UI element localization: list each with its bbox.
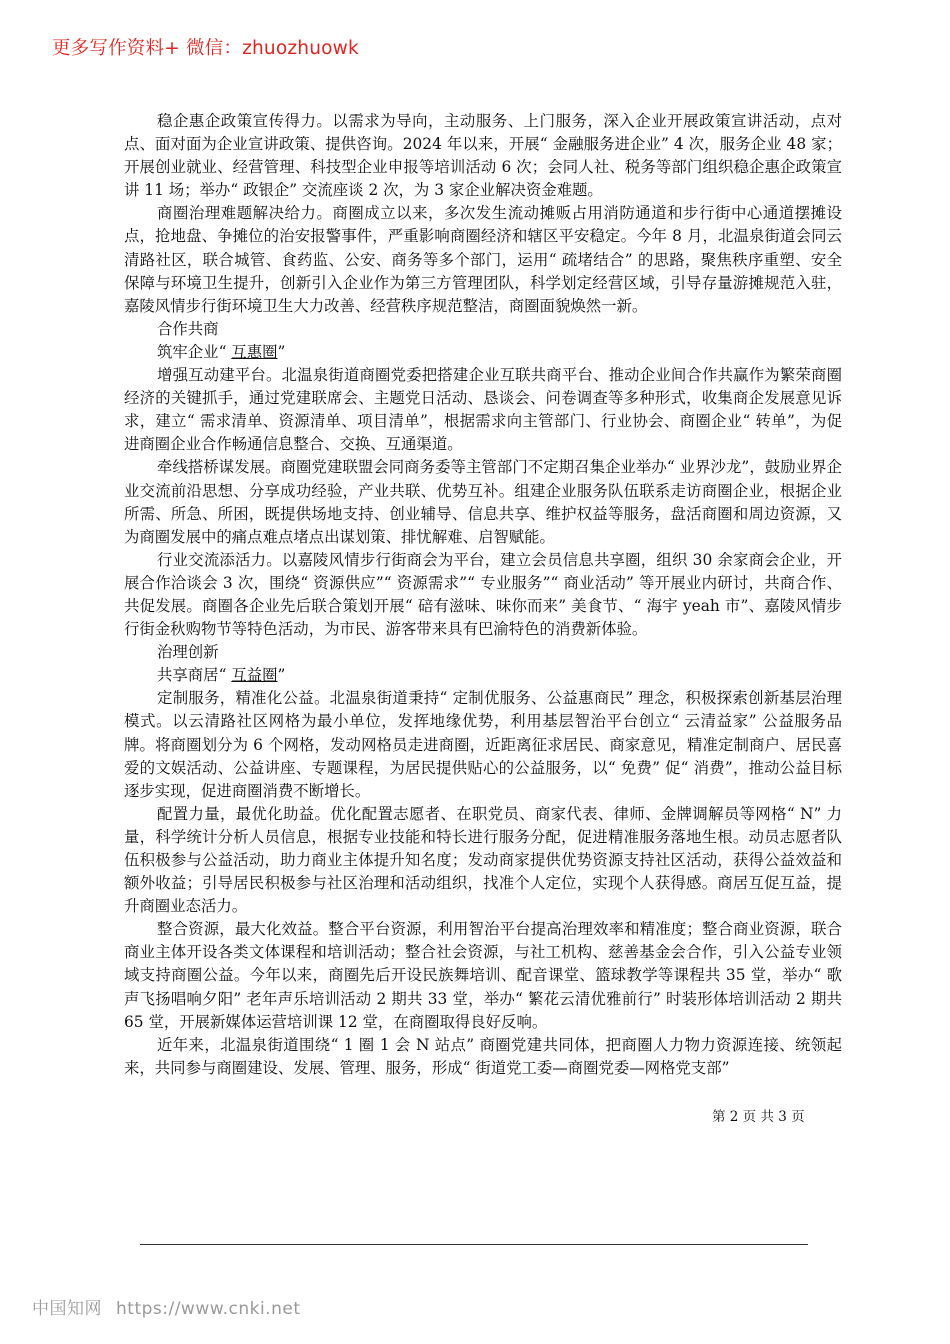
watermark-url: https://www.cnki.net (116, 1299, 301, 1319)
paragraph: 行业交流添活力。以嘉陵风情步行街商会为平台，建立会员信息共享圈，组织 30 余家商会企业，开展合作洽谈会 3 次，围绕“ 资源供应”“ 资源需求”“ 专业服务”“ 商业活动” 等开展业内研讨，共商合作、共促发展。商圈各企业先后联合策划开展“ 碚有滋味、味你而来” 美食节、“ 海宇 yeah 市”、嘉陵风情步行街金秋购物节等特色活动，为市民、游客带来具有巴渝特色的消费新体验。 (124, 550, 842, 639)
paragraph: 稳企惠企政策宣传得力。以需求为导向，主动服务、上门服务，深入企业开展政策宣讲活动，点对点、面对面为企业宣讲政策、提供咨询。2024 年以来，开展“ 金融服务进企业” 4 次，服务企业 48 家；开展创业就业、经营管理、科技型企业申报等培训活动 6 次；会同人社、税务等部门组织稳企惠企政策宣讲 11 场；举办“ 政银企” 交流座谈 2 次，为 3 家企业解决资金难题。 (124, 112, 842, 200)
paragraph: 近年来，北温泉街道围绕“ 1 圈 1 会 N 站点” 商圈党建共同体，把商圈人力物力资源连接、统领起来，共同参与商圈建设、发展、管理、服务，形成“ 街道党工委—商圈党委—网格党支部” (124, 1035, 842, 1077)
promo-banner: 更多写作资料+ 微信：zhuozhuowk (52, 38, 359, 59)
cnki-watermark (32, 1294, 300, 1319)
paragraph: 增强互动建平台。北温泉街道商圈党委把搭建企业互联共商平台、推动企业间合作共赢作为繁荣商圈经济的关键抓手，通过党建联席会、主题党日活动、恳谈会、问卷调查等多种形式，收集商企发展意见诉求，建立“ 需求清单、资源清单、项目清单”，根据需求向主管部门、行业协会、商圈企业“ 转单”，为促进商圈企业合作畅通信息整合、交换、互通渠道。 (124, 366, 842, 454)
section-heading: 合作共商 (157, 319, 219, 338)
section-subheading: 筑牢企业“ 互惠圈” (157, 342, 286, 361)
watermark-site: 中国知网 (32, 1299, 102, 1319)
paragraph: 牵线搭桥谋发展。商圈党建联盟会同商务委等主管部门不定期召集企业举办“ 业界沙龙”，鼓励业界企业交流前沿思想、分享成功经验，产业共联、优势互补。组建企业服务队伍联系走访商圈企业，根据企业所需、所急、所困，既提供场地支持、创业辅导、信息共享、维护权益等服务，盘活商圈和周边资源，又为商圈发展中的痛点难点堵点出谋划策、排忧解难、启智赋能。 (124, 458, 842, 546)
paragraph: 配置力量，最优化助益。优化配置志愿者、在职党员、商家代表、律师、金牌调解员等网格“ N” 力量，科学统计分析人员信息，根据专业技能和特长进行服务分配，促进精准服务落地生根。动员志愿者队伍积极参与公益活动，助力商业主体提升知名度；发动商家提供优势资源支持社区活动，获得公益效益和额外收益；引导居民积极参与社区治理和活动组织，找准个人定位，实现个人获得感。商居互促互益，提升商圈业态活力。 (124, 804, 842, 916)
paragraph: 商圈治理难题解决给力。商圈成立以来，多次发生流动摊贩占用消防通道和步行街中心通道摆摊设点，抢地盘、争摊位的治安报警事件，严重影响商圈经济和辖区平安稳定。今年 8 月，北温泉街道会同云清路社区，联合城管、食药监、公安、商务等多个部门，运用“ 疏堵结合” 的思路，聚焦秩序重塑、安全保障与环境卫生提升，创新引入企业作为第三方管理团队，科学划定经营区域，引导存量游摊规范入驻，嘉陵风情步行街环境卫生大力改善、经营秩序规范整洁，商圈面貌焕然一新。 (124, 204, 842, 315)
footer-divider (140, 1244, 808, 1245)
paragraph: 定制服务，精准化公益。北温泉街道秉持“ 定制优服务、公益惠商民” 理念，积极探索创新基层治理模式。以云清路社区网格为最小单位，发挥地缘优势，利用基层智治平台创立“ 云清益家” 公益服务品牌。将商圈划分为 6 个网格，发动网格员走进商圈，近距离征求居民、商家意见，精准定制商户、居民喜爱的文娱活动、公益讲座、专题课程，为居民提供贴心的公益服务，以“ 免费” 促“ 消费”，推动公益目标逐步实现，促进商圈消费不断增长。 (124, 689, 842, 800)
paragraph: 整合资源，最大化效益。整合平台资源，利用智治平台提高治理效率和精准度；整合商业资源，联合商业主体开设各类文体课程和培训活动；整合社会资源，与社工机构、慈善基金会合作，引入公益专业领域支持商圈公益。今年以来，商圈先后开设民族舞培训、配音课堂、篮球教学等课程共 35 堂，举办“ 歌声飞扬唱响夕阳” 老年声乐培训活动 2 期共 33 堂，举办“ 繁花云清优雅前行” 时装形体培训活动 2 期共 65 堂，开展新媒体运营培训课 12 堂，在商圈取得良好反响。 (124, 920, 842, 1031)
section-heading: 治理创新 (157, 643, 219, 662)
page-number: 第 2 页 共 3 页 (712, 1109, 805, 1125)
section-subheading: 共享商居“ 互益圈” (157, 666, 286, 685)
document-body (124, 110, 842, 1080)
